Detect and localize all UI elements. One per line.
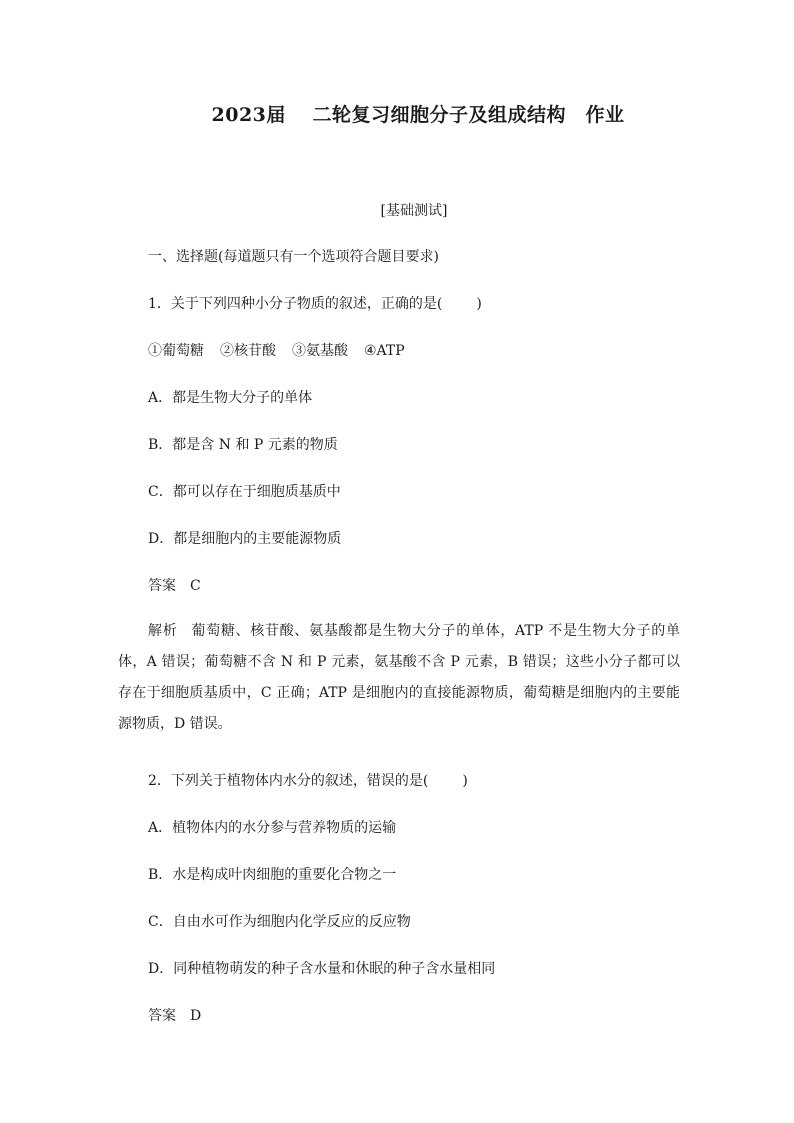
answer-label: 答案	[148, 578, 176, 594]
section-heading: 一、选择题(每道题只有一个选项符合题目要求)	[148, 249, 439, 265]
question-2-option-a: A．植物体内的水分参与营养物质的运输	[148, 820, 397, 836]
analysis-label: 解析	[148, 623, 178, 639]
question-2-stem	[148, 771, 468, 791]
question-1-option-c: C．都可以存在于细胞质基质中	[148, 484, 341, 500]
question-1-option-d: D．都是细胞内的主要能源物质	[148, 531, 342, 547]
question-1-option-a: A．都是生物大分子的单体	[148, 390, 313, 406]
answer-value: D	[190, 1008, 202, 1024]
item-2: ②核苷酸	[220, 343, 276, 359]
question-2-option-d: D．同种植物萌发的种子含水量和休眠的种子含水量相同	[148, 961, 496, 977]
question-1-items	[148, 341, 405, 361]
question-1-stem-close: )	[476, 296, 482, 312]
question-1-analysis	[118, 616, 680, 740]
question-1-stem	[148, 294, 482, 314]
question-1-stem-text: 1．关于下列四种小分子物质的叙述，正确的是(	[148, 296, 443, 312]
item-4: ④ATP	[364, 343, 405, 359]
item-3: ③氨基酸	[292, 343, 348, 359]
analysis-text: 葡萄糖、核苷酸、氨基酸都是生物大分子的单体，ATP 不是生物大分子的单体，A 错误；葡萄糖不含 N 和 P 元素，氨基酸不含 P 元素，B 错误；这些小分子都可以存在于细胞质基质中，C 正确；ATP 是细胞内的直接能源物质，葡萄糖是细胞内的主要能源物质，D 错误。	[118, 623, 680, 732]
question-2-stem-close: )	[462, 773, 468, 789]
page-title: 2023届 二轮复习细胞分子及组成结构 作业	[211, 104, 625, 126]
question-1-answer	[148, 576, 201, 596]
answer-label: 答案	[148, 1008, 176, 1024]
answer-value: C	[190, 578, 201, 594]
question-2-answer	[148, 1006, 201, 1026]
section-label: [基础测试]	[380, 203, 448, 219]
question-2-stem-text: 2．下列关于植物体内水分的叙述，错误的是(	[148, 773, 429, 789]
question-2-option-b: B．水是构成叶肉细胞的重要化合物之一	[148, 867, 397, 883]
question-2-option-c: C．自由水可作为细胞内化学反应的反应物	[148, 914, 411, 930]
item-1: ①葡萄糖	[148, 343, 204, 359]
question-1-option-b: B．都是含 N 和 P 元素的物质	[148, 437, 338, 453]
